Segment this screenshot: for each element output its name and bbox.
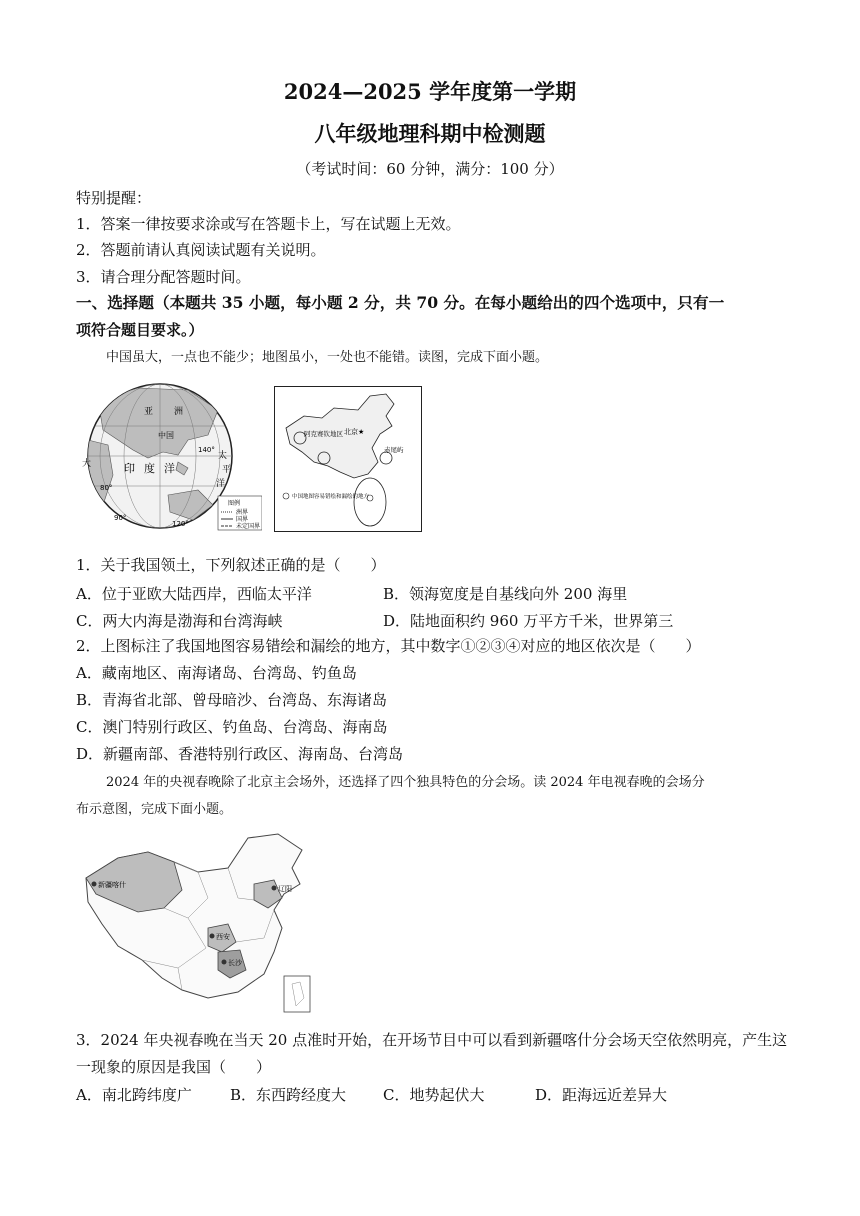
globe-legend-item-2: 国界 — [236, 516, 249, 523]
q3-option-c: C．地势起伏大 — [383, 1086, 485, 1104]
q3-option-b: B．东西跨经度大 — [230, 1086, 347, 1104]
globe-legend-item-1: 洲界 — [236, 509, 249, 516]
notice-item-1: 1．答案一律按要求涂或写在答题卡上，写在试题上无效。 — [76, 215, 461, 233]
intro2-line1: 2024 年的央视春晚除了北京主会场外，还选择了四个独具特色的分会场。读 2024 年电视春晚的会场分 — [106, 775, 705, 790]
globe-label-china: 中国 — [158, 431, 174, 440]
globe-label-du: 度 — [144, 462, 155, 475]
globe-label-yin: 印 — [124, 462, 135, 475]
q1-option-b: B．领海宽度是自基线向外 200 海里 — [383, 585, 628, 603]
globe-figure — [78, 380, 262, 532]
map-label-aksai-chin: 阿克赛钦地区 — [304, 430, 343, 438]
q1-option-a: A．位于亚欧大陆西岸，西临太平洋 — [76, 585, 312, 603]
intro2-line2: 布示意图，完成下面小题。 — [76, 802, 233, 817]
globe-label-zhou: 洲 — [174, 407, 184, 417]
q1-option-d: D．陆地面积约 960 万平方千米，世界第三 — [383, 612, 674, 630]
globe-label-tai: 太 — [218, 451, 228, 461]
globe-label-ping: 平 — [222, 465, 232, 475]
q3-option-d: D．距海远近差异大 — [535, 1086, 668, 1104]
q1-stem: 1．关于我国领土，下列叙述正确的是（ ） — [76, 556, 386, 574]
venue-label-xian: 西安 — [216, 933, 230, 941]
notice-item-2: 2．答题前请认真阅读试题有关说明。 — [76, 241, 326, 259]
q2-option-c: C．澳门特别行政区、钓鱼岛、台湾岛、海南岛 — [76, 718, 388, 736]
q1-option-c: C．两大内海是渤海和台湾海峡 — [76, 612, 283, 630]
globe-legend-title: 图例 — [228, 500, 241, 507]
exam-subtitle: 八年级地理科期中检测题 — [314, 121, 546, 146]
q2-stem: 2．上图标注了我国地图容易错绘和漏绘的地方，其中数字①②③④对应的地区依次是（ ） — [76, 637, 701, 655]
q3-stem-line2: 一现象的原因是我国（ ） — [76, 1058, 272, 1076]
globe-label-yang2: 洋 — [164, 462, 175, 475]
section-heading-line2: 项符合题目要求。） — [76, 321, 204, 339]
q3-stem-line1: 3．2024 年央视春晚在当天 20 点准时开始，在开场节目中可以看到新疆喀什分会场天空依然明亮，产生这 — [76, 1031, 788, 1049]
q2-option-b: B．青海省北部、曾母暗沙、台湾岛、东海诸岛 — [76, 691, 388, 709]
globe-legend-item-3: 未定国界 — [236, 523, 261, 530]
q3-option-a: A．南北跨纬度广 — [76, 1086, 192, 1104]
venue-label-changsha: 长沙 — [228, 959, 242, 967]
map-label-chiwei: 赤尾屿 — [384, 446, 404, 454]
globe-label-da: 大 — [82, 459, 92, 469]
notice-item-3: 3．请合理分配答题时间。 — [76, 268, 251, 286]
exam-info: （考试时间：60 分钟，满分：100 分） — [296, 160, 564, 178]
q2-option-a: A．藏南地区、南海诸岛、台湾岛、钓鱼岛 — [76, 664, 357, 682]
notice-heading: 特别提醒： — [76, 189, 152, 207]
gala-venue-map — [78, 828, 330, 1018]
china-map-figure — [274, 386, 422, 532]
globe-label-120: 120° — [172, 520, 189, 528]
map-label-beijing: 北京★ — [344, 428, 365, 436]
venue-label-liaoyang: 辽阳 — [278, 885, 292, 893]
venue-label-kashgar: 新疆喀什 — [98, 881, 126, 889]
section-intro: 中国虽大，一点也不能少；地图虽小，一处也不能错。读图，完成下面小题。 — [106, 350, 549, 365]
q2-option-d: D．新疆南部、香港特别行政区、海南岛、台湾岛 — [76, 745, 404, 763]
globe-label-80: 80° — [100, 484, 113, 492]
globe-label-90: 90° — [114, 514, 127, 522]
exam-title: 2024—2025 学年度第一学期 — [283, 79, 577, 104]
globe-label-140: 140° — [198, 446, 215, 454]
map-legend-text: 中国地图容易错绘和漏绘的地方 — [292, 494, 370, 500]
section-heading-line1: 一、选择题（本题共 35 小题，每小题 2 分，共 70 分。在每小题给出的四个选项中，只有一 — [76, 293, 725, 312]
globe-label-yang: 洋 — [216, 479, 226, 489]
globe-label-ya: 亚 — [144, 407, 154, 417]
